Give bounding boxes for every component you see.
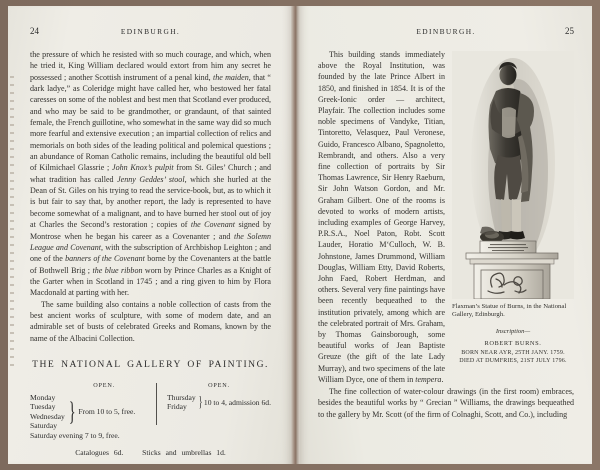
right-running-title: EDINBURGH. (416, 27, 476, 36)
left-running-header (30, 26, 271, 40)
day-friday: Friday (167, 402, 187, 412)
hours-row-paid (167, 393, 271, 411)
figure-block (452, 51, 574, 365)
hours-value-paid: 10 to 4, admission 6d. (203, 397, 271, 407)
open-label-right: OPEN. (208, 381, 230, 389)
hours-row-free (30, 393, 150, 430)
day-monday: Monday (30, 393, 56, 403)
inscription-died: DIED AT DUMFRIES, 21ST JULY 1796. (459, 358, 567, 364)
hours-column-paid (157, 381, 271, 440)
page-edge-marks (10, 76, 14, 376)
open-label-left: OPEN. (93, 381, 115, 389)
paragraph-casts: The same building also contains a noble collection of casts from the best ancient works of sculpture, with some of modern date, and an admirable set of busts of celebrated Greeks and Romans, known by the name of the Albacini Collection. (30, 299, 271, 343)
brace-glyph-right: } (198, 393, 203, 410)
day-thursday: Thursday (167, 393, 196, 403)
sticks-umbrellas-price: Sticks and umbrellas 1d. (142, 448, 226, 458)
right-running-header (318, 26, 574, 40)
figure-caption: Flaxman’s Statue of Burns, in the National Gallery, Edinburgh. (452, 303, 567, 319)
opening-hours-table (30, 381, 271, 440)
hours-value-free: From 10 to 5, free. (78, 406, 136, 416)
paragraph-watercolour-collection: The fine collection of water-colour drawings (in the first room) embraces, besides the beautiful works by “ Grecian ” Williams, the drawings bequeathed to the gallery by Mr. Scott (of the firm of Colnaghi, Scott, and Co.), including (318, 387, 574, 419)
day-tuesday: Tuesday (30, 402, 56, 412)
book-gutter (291, 6, 300, 464)
left-page (8, 6, 291, 464)
right-page-content (318, 26, 574, 420)
brace-glyph-left: } (68, 396, 76, 426)
right-body-tail (318, 386, 574, 420)
paragraph-building-description: This building stands immediately above the Royal Institution, was founded by the late Prince Albert in 1850, and finished in 1854. It is of the Greek-Ionic order — architect, Playfair. The collection includes some noble specimens of Vandyke, Titian, Tintoretto, Velasquez, Paul Veronese, Guido, Francesco Albano, Spagnoletto, Rembrandt, and others. Also a very fine collection of portraits by Sir Thomas Lawrence, Sir Henry Raeburn, Sir John Watson Gordon, and Mr. Graham Gilbert. One of the rooms is devoted to works of modern artists, including examples of George Harvey, P.R.S.A., Noel Paton, Robt. Scott Lauder, Horatio M‘Culloch, W. B. Johnstone, James Drummond, William Douglas, William Etty, David Roberts, John Faed, Robert Herdman, and others. Several very fine paintings have been recently bequeathed to the institution privately, among which are the celebrated portrait of Mrs. Graham, by Thomas Gainsborough, some beautiful works of Jean Baptiste Greuze (the gift of the late Lady Murray), and two specimens of the late William Dyce, one of them in tempera. (318, 50, 445, 384)
left-running-title: EDINBURGH. (120, 27, 181, 36)
inscription-name: ROBERT BURNS. (484, 339, 542, 347)
hours-column-free (30, 381, 156, 440)
left-page-content (30, 26, 271, 457)
section-heading-national-gallery: THE NATIONAL GALLERY OF PAINTING. (32, 358, 269, 370)
days-list-paid (167, 393, 196, 411)
days-list-free (30, 393, 65, 430)
flaxman-statue-of-burns-engraving (452, 51, 574, 299)
inscription-label: Inscription— (495, 327, 531, 335)
day-saturday: Saturday (30, 420, 57, 430)
catalogues-footnote (30, 448, 271, 457)
day-wednesday: Wednesday (30, 411, 65, 421)
right-body-text (318, 49, 574, 385)
right-page-number: 25 (565, 26, 574, 36)
inscription-born: BORN NEAR AYR, 25TH JANY. 1759. (461, 350, 565, 356)
left-page-number: 24 (30, 26, 39, 36)
right-page (300, 6, 592, 464)
catalogues-price: Catalogues 6d. (75, 448, 124, 458)
paragraph-relics: the pressure of which he resisted with so much courage, and which, when he tried it, King William declared would extort from him any secret he possessed ; another Scottish instrument of a penal kind, the maiden, that “ dark ladye,” as Coleridge might have called her, who bestowed her fatal caresses on some of the noblest and best men that Scotland ever produced, and who may be said to be grandmother, or grandaunt, of that sainted female, the French guillotine, who somewhat in the same way did so much more fearful and extensive execution ; an impartial collection of relics and memorials on both sides of the leading political and polemical questions ; an abundance of Roman Catholic remains, including the beautiful old bell of Kilmichael Glassrie ; John Knox’s pulpit from St. Giles’ Church ; and what tradition has called Jenny Geddes’ stool, which she hurled at the Dean of St. Giles on his trying to read the service-book, but, as to which it is but fair to say that, by another report, the lady is represented to have become somewhat of a malignant, and to have burned her stool out of joy at Charles the Second’s restoration ; copies of the Covenant signed by Montrose when he began his career as a Covenanter ; and the Solemn League and Covenant, with the subscription of Archbishop Leighton ; and one of the banners of the Covenant borne by the Covenanters at the battle of Bothwell Brig ; the blue ribbon worn by Prince Charles as a Knight of the Garter when in Scotland in 1745 ; and a ring given to him by Flora Macdonald at parting with her. (30, 50, 272, 298)
left-body-text (30, 49, 271, 344)
saturday-evening-note: Saturday evening 7 to 9, free. (30, 430, 120, 440)
